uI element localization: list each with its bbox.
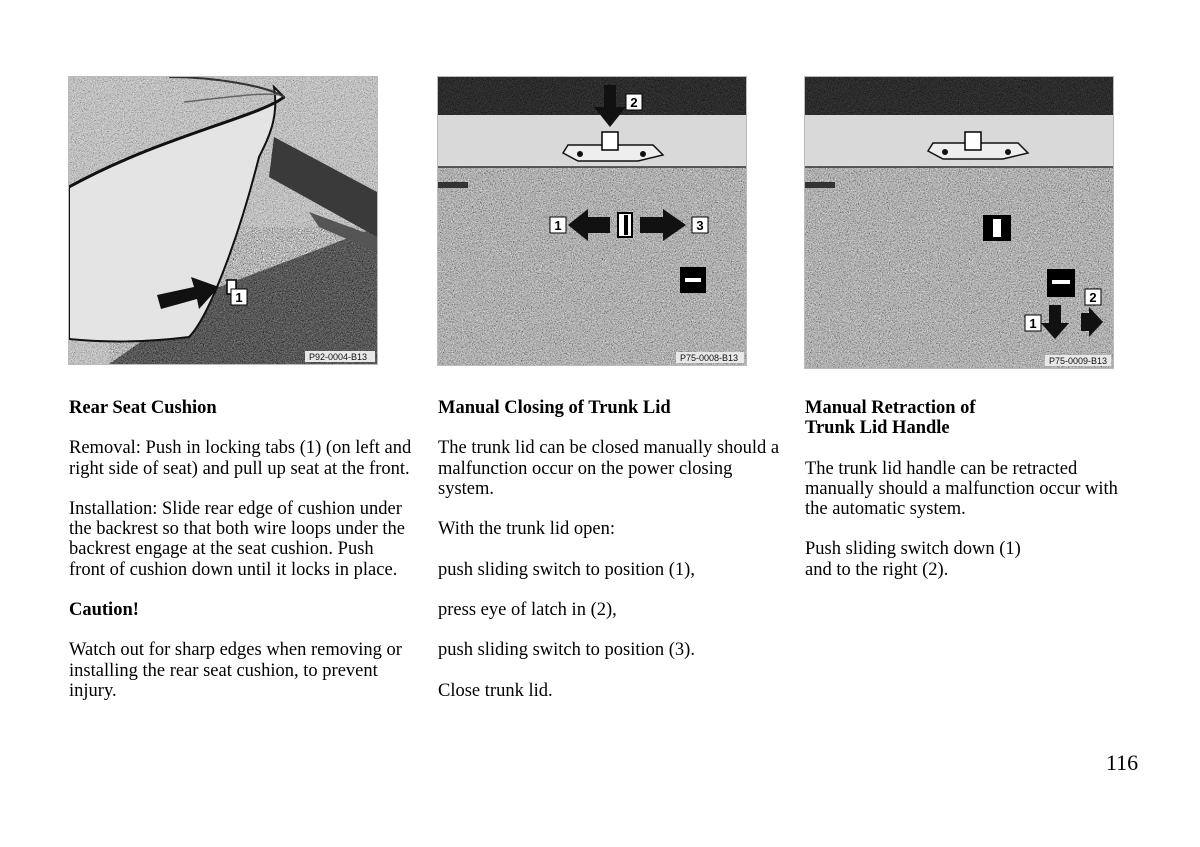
- figure-code: P75-0009-B13: [1049, 356, 1108, 366]
- step: push sliding switch to position (3).: [438, 640, 695, 661]
- callout-2: 2: [630, 95, 638, 110]
- figure-code: P92-0004-B13: [309, 352, 368, 362]
- section-heading: Manual Closing of Trunk Lid: [438, 398, 671, 418]
- section-rear-seat-cushion: [69, 398, 414, 721]
- page-number: 116: [1106, 750, 1139, 775]
- caution-text: Watch out for sharp edges when removing or installing the rear seat cushion, to prevent injury.: [69, 640, 402, 701]
- paragraph: With the trunk lid open:: [438, 519, 616, 540]
- section-heading: Rear Seat Cushion: [69, 398, 217, 418]
- figure-rear-seat-cushion: [68, 76, 378, 365]
- paragraph: Push sliding switch down (1) and to the right (2).: [805, 539, 1021, 580]
- section-manual-closing-trunk-lid: [438, 398, 783, 721]
- callout-1: 1: [235, 290, 243, 305]
- callout-1: 1: [554, 218, 562, 233]
- figure-code: P75-0008-B13: [680, 353, 739, 363]
- callout-3: 3: [696, 218, 704, 233]
- paragraph: The trunk lid handle can be retracted manually should a malfunction occur with the automatic system.: [805, 458, 1118, 519]
- section-heading: Manual Retraction of Trunk Lid Handle: [805, 398, 976, 439]
- figure-trunk-lid-handle: [804, 76, 1114, 369]
- paragraph: The trunk lid can be closed manually should a malfunction occur on the power closing system.: [438, 438, 780, 499]
- step: push sliding switch to position (1),: [438, 559, 695, 580]
- section-manual-retraction-trunk-lid-handle: [805, 398, 1145, 600]
- caution-heading: Caution!: [69, 599, 139, 620]
- paragraph-installation: Installation: Slide rear edge of cushion under the backrest so that both wire loops under the backrest engage at the seat cushion. Push front of cushion down until it locks in place.: [69, 498, 405, 580]
- step: Close trunk lid.: [438, 680, 553, 701]
- step: press eye of latch in (2),: [438, 599, 617, 620]
- callout-2: 2: [1089, 290, 1097, 305]
- figure-trunk-lid-closing: [437, 76, 747, 366]
- paragraph-removal: Removal: Push in locking tabs (1) (on left and right side of seat) and pull up seat at the front.: [69, 438, 412, 479]
- callout-1: 1: [1029, 316, 1037, 331]
